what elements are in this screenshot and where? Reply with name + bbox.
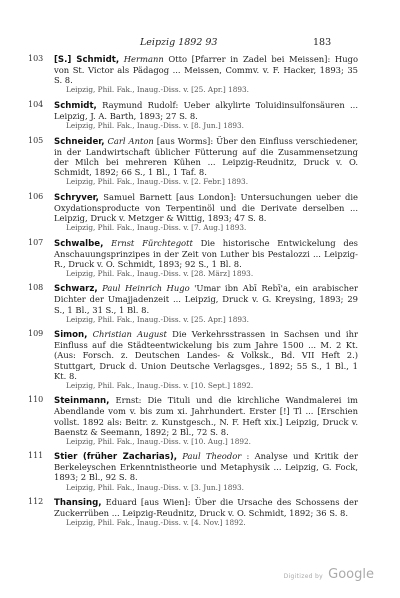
bibliography-entry	[28, 54, 358, 95]
entry-text: Samuel Barnett [aus London]: Untersuchungen ueber die Oxydationsproducte von Terpentinöl und die Derivate derselben ... Leipzig, Druck v. Metzger & Wittig, 1893; 47 S. 8.	[54, 191, 358, 223]
author-surname: Schmidt,	[54, 100, 97, 111]
bibliography-entry	[28, 192, 358, 233]
entry-body	[54, 54, 358, 95]
entry-body	[54, 283, 358, 324]
entry-number: 110	[28, 395, 44, 405]
bibliography-entry	[28, 136, 358, 187]
author-given-name: Paul Heinrich Hugo	[102, 283, 190, 294]
bibliography-entry	[28, 497, 358, 528]
author-given-name: Christian August	[92, 329, 167, 340]
bibliography-entry	[28, 283, 358, 324]
bibliography-entry	[28, 329, 358, 391]
entry-body	[54, 451, 358, 492]
author-surname: Schneider,	[54, 136, 105, 147]
bibliography-entry	[28, 451, 358, 492]
entry-number: 106	[28, 191, 44, 201]
entry-dissertation-note: Leipzig, Phil. Fak., Inaug.-Diss. v. [4. Nov.] 1892.	[66, 518, 246, 528]
entry-body	[54, 100, 358, 131]
running-header	[0, 37, 400, 51]
entry-number: 112	[28, 497, 44, 507]
entry-text: Raymund Rudolf: Ueber alkylirte Toluidinsulfonsäuren ... Leipzig, J. A. Barth, 1893; 27 S. 8.	[54, 99, 358, 121]
entry-dissertation-note: Leipzig, Phil. Fak., Inaug.-Diss. v. [7. Aug.] 1893.	[66, 222, 247, 232]
entry-text: : Analyse und Kritik der Berkeleyschen Erkenntnistheorie und Metaphysik ... Leipzig, G. Fock, 1893; 2 Bl., 92 S. 8.	[54, 451, 358, 483]
entry-dissertation-note: Leipzig, Phil. Fak., Inaug.-Diss. v. [10. Sept.] 1892.	[66, 380, 254, 390]
entry-dissertation-note: Leipzig, Phil. Fak., Inaug.-Diss. v. [25. Apr.] 1893.	[66, 314, 249, 324]
google-logo: Google	[328, 567, 374, 582]
author-surname: Thansing,	[54, 498, 102, 509]
bibliography-entry	[28, 100, 358, 131]
entry-number: 111	[28, 451, 44, 461]
author-surname: Steinmann,	[54, 396, 110, 407]
entry-dissertation-note: Leipzig, Phil. Fak., Inaug.-Diss. v. [2. Febr.] 1893.	[66, 177, 249, 187]
entry-body	[54, 238, 358, 279]
author-surname: Stier (früher Zacharias),	[54, 452, 178, 463]
bibliography-list	[28, 54, 358, 533]
author-given-name: Hermann	[123, 54, 164, 64]
entry-dissertation-note: Leipzig, Phil. Fak., Inaug.-Diss. v. [25. Apr.] 1893.	[66, 85, 249, 95]
entry-body	[54, 192, 358, 233]
author-surname: Schwarz,	[54, 284, 98, 295]
page-number: 183	[313, 37, 332, 48]
entry-body	[54, 497, 358, 528]
entry-dissertation-note: Leipzig, Phil. Fak., Inaug.-Diss. v. [10. Aug.] 1892.	[66, 436, 251, 446]
author-given-name: Paul Theodor	[182, 451, 242, 462]
entry-dissertation-note: Leipzig, Phil. Fak., Inaug.-Diss. v. [8. Jun.] 1893.	[66, 121, 244, 131]
running-title: Leipzig 1892 93	[140, 37, 218, 48]
author-surname: Simon,	[54, 330, 88, 341]
entry-body	[54, 136, 358, 187]
entry-number: 105	[28, 135, 44, 145]
author-surname: Schryver,	[54, 192, 99, 203]
entry-text: 'Umar ibn Abī Rebī'a, ein arabischer Dichter der Umajjadenzeit ... Leipzig, Druck v. G. Kreysing, 1893; 29 S., 1 Bl., 31 S., 1 Bl. 8.	[54, 283, 358, 315]
entry-dissertation-note: Leipzig, Phil. Fak., Inaug.-Diss. v. [3. Jun.] 1893.	[66, 482, 244, 492]
entry-text: Ernst: Die Tituli und die kirchliche Wandmalerei im Abendlande vom v. bis zum xi. Jahrhundert. Erster [!] Tl ... [Erschien vollst. 1892 als: Beitr. z. Kunstgesch., N. F. Heft xix.] Leipzig, Druck v. Baenstz & Seemann, 1892; 2 Bl., 72 S. 8.	[54, 395, 358, 437]
digitized-by-google-watermark	[284, 567, 374, 582]
entry-number: 109	[28, 329, 44, 339]
entry-body	[54, 395, 358, 446]
bibliography-entry	[28, 395, 358, 446]
entry-text: Die historische Entwickelung des Anschauungsprinzipes in der Zeit von Luther bis Pestalozzi ... Leipzig-R., Druck v. O. Schmidt, 1893; 92 S., 1 Bl. 8.	[54, 237, 358, 269]
entry-number: 103	[28, 54, 44, 63]
author-surname: Schwalbe,	[54, 238, 104, 249]
entry-number: 107	[28, 237, 44, 247]
author-given-name: Carl Anton	[107, 135, 154, 146]
entry-dissertation-note: Leipzig, Phil. Fak., Inaug.-Diss. v. [28. März] 1893.	[66, 268, 254, 278]
author-surname: [S.] Schmidt,	[54, 55, 120, 65]
entry-text: Otto [Pfarrer in Zadel bei Meissen]: Hugo von St. Victor als Pädagog ... Meissen, Commv. v. F. Hacker, 1893; 35 S. 8.	[54, 54, 358, 86]
entry-text: [aus Worms]: Über den Einfluss verschiedener, in der Landwirtschaft üblicher Fütterung auf die Zusammensetzung der Milch bei mehreren Kühen ... Leipzig-Reudnitz, Druck v. O. Schmidt, 1892; 66 S., 1 Bl., 1 Taf. 8.	[54, 135, 358, 177]
entry-text: Eduard [aus Wien]: Über die Ursache des Schossens der Zuckerrüben ... Leipzig-Reudnitz, Druck v. O. Schmidt, 1892; 36 S. 8.	[54, 497, 358, 519]
entry-number: 108	[28, 283, 44, 293]
entry-number: 104	[28, 99, 44, 109]
entry-body	[54, 329, 358, 391]
bibliography-entry	[28, 238, 358, 279]
author-given-name: Ernst Fürchtegott	[111, 237, 193, 248]
watermark-byline: Digitized by	[283, 573, 323, 580]
entry-text: Die Verkehrsstrassen in Sachsen und ihr Einfluss auf die Städteentwickelung bis zum Jahre 1500 ... M. 2 Kt. (Aus: Forsch. z. Deutschen Landes- & Volksk., Bd. VII Heft 2.) Stuttgart, Druck d. Union Deutsche Verlagsges., 1892; 55 S., 1 Bl., 1 Kt. 8.	[54, 329, 358, 381]
